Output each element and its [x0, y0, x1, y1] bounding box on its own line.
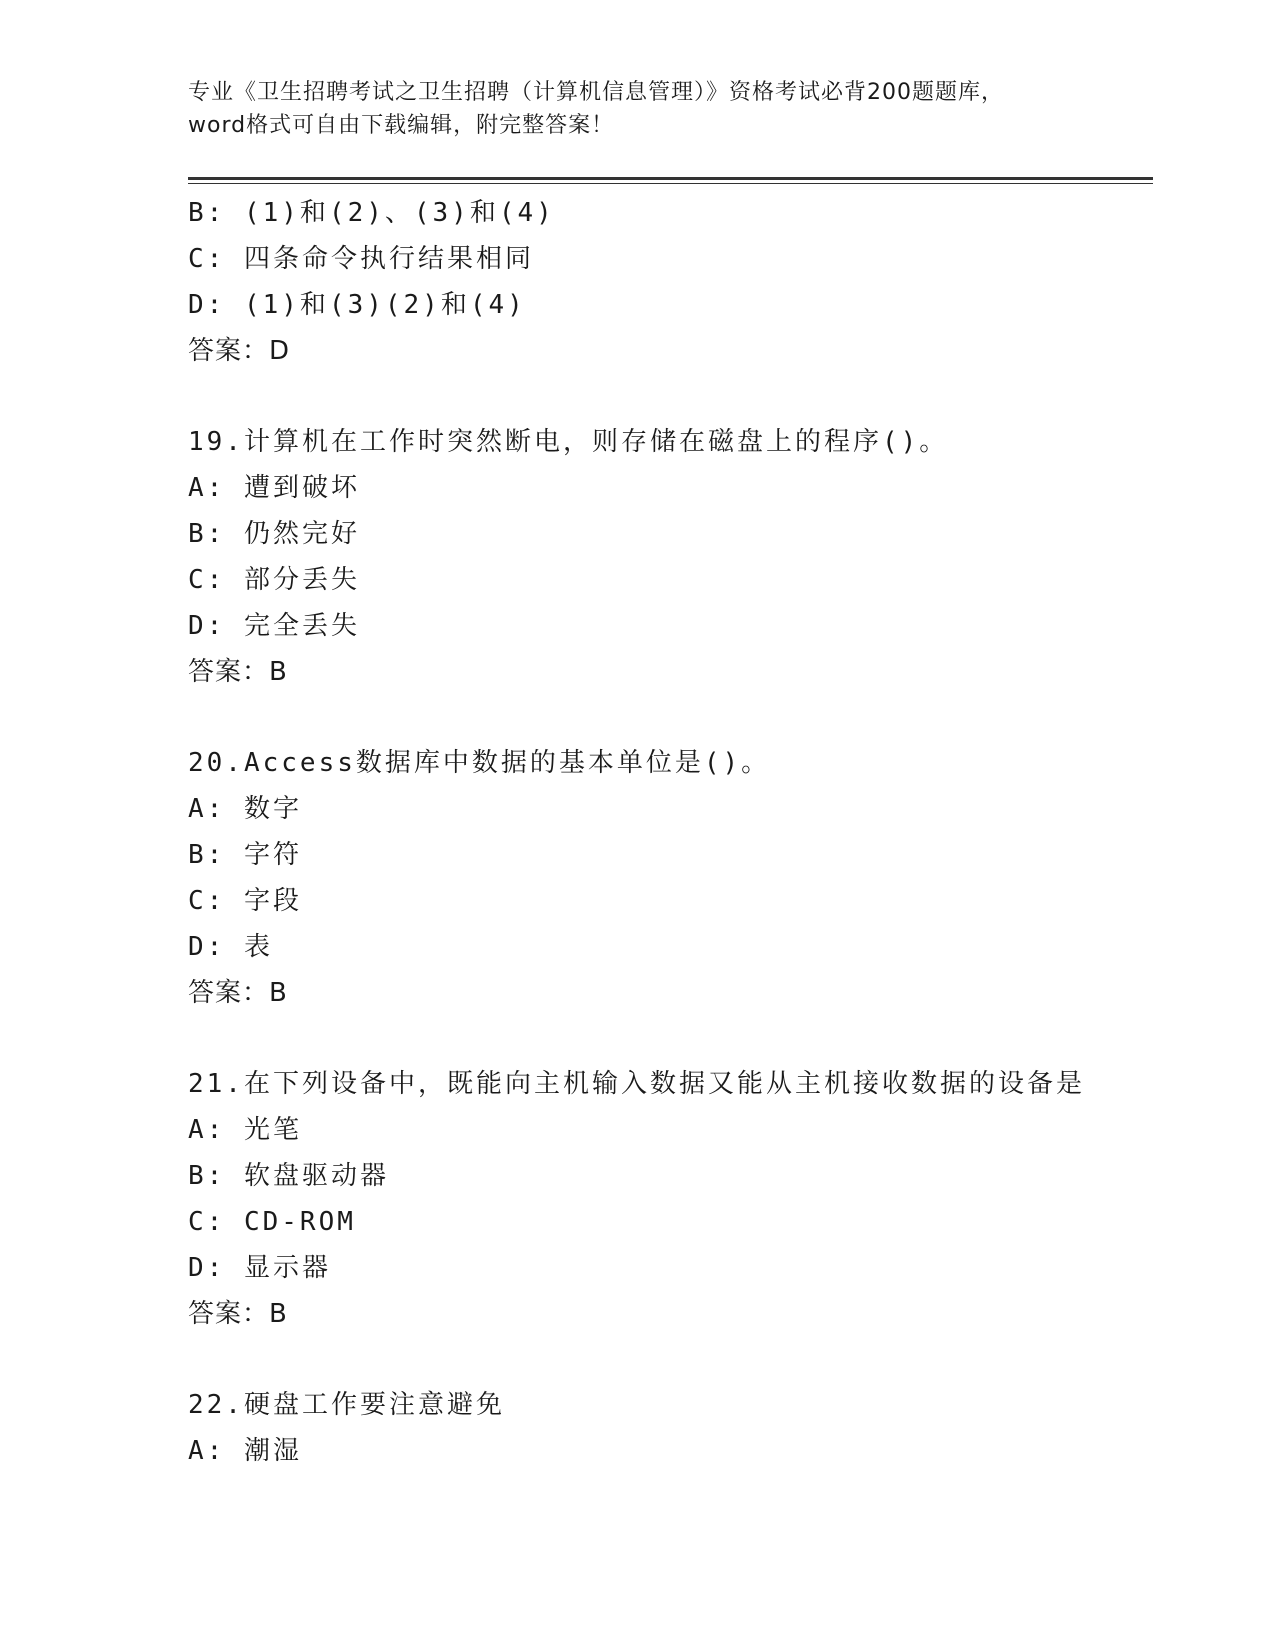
- answer-line: 答案：B: [188, 657, 288, 687]
- question-stem: 19.计算机在工作时突然断电，则存储在磁盘上的程序()。: [188, 427, 949, 457]
- option-c: C: 部分丢失: [188, 565, 360, 595]
- question-list: [188, 190, 1153, 1474]
- option-b: B: (1)和(2)、(3)和(4): [188, 198, 555, 228]
- question-20: [188, 740, 1153, 1016]
- question-gap: [188, 374, 1153, 419]
- option-b: B: 仍然完好: [188, 519, 360, 549]
- option-b: B: 软盘驱动器: [188, 1161, 389, 1191]
- option-c: C: 字段: [188, 886, 302, 916]
- answer-line: 答案：B: [188, 1299, 288, 1329]
- option-b: B: 字符: [188, 840, 302, 870]
- option-a: A: 潮湿: [188, 1436, 302, 1466]
- question-gap: [188, 695, 1153, 740]
- question-stem: 20.Access数据库中数据的基本单位是()。: [188, 748, 771, 778]
- header-line-1: 专业《卫生招聘考试之卫生招聘（计算机信息管理）》资格考试必背200题题库，: [188, 80, 1004, 105]
- option-c: C: 四条命令执行结果相同: [188, 244, 534, 274]
- option-a: A: 数字: [188, 794, 302, 824]
- option-c: C: CD-ROM: [188, 1207, 356, 1237]
- question-stem: 22.硬盘工作要注意避免: [188, 1390, 505, 1420]
- option-a: A: 光笔: [188, 1115, 302, 1145]
- header-divider-thick: [188, 177, 1153, 180]
- option-d: D: 完全丢失: [188, 611, 360, 641]
- question-21: [188, 1061, 1153, 1337]
- answer-line: 答案：B: [188, 978, 288, 1008]
- option-d: D: (1)和(3)(2)和(4): [188, 290, 526, 320]
- answer-line: 答案：D: [188, 336, 291, 366]
- question-19: [188, 419, 1153, 695]
- question-22: [188, 1382, 1153, 1474]
- header-divider-thin: [188, 183, 1153, 184]
- option-a: A: 遭到破坏: [188, 473, 360, 503]
- question-gap: [188, 1016, 1153, 1061]
- question-stem: 21.在下列设备中，既能向主机输入数据又能从主机接收数据的设备是: [188, 1069, 1085, 1099]
- option-d: D: 表: [188, 932, 273, 962]
- document-header: [188, 76, 1168, 142]
- option-d: D: 显示器: [188, 1253, 331, 1283]
- question-gap: [188, 1337, 1153, 1382]
- header-line-2: word格式可自由下载编辑，附完整答案！: [188, 113, 615, 138]
- question-18-continued: [188, 190, 1153, 374]
